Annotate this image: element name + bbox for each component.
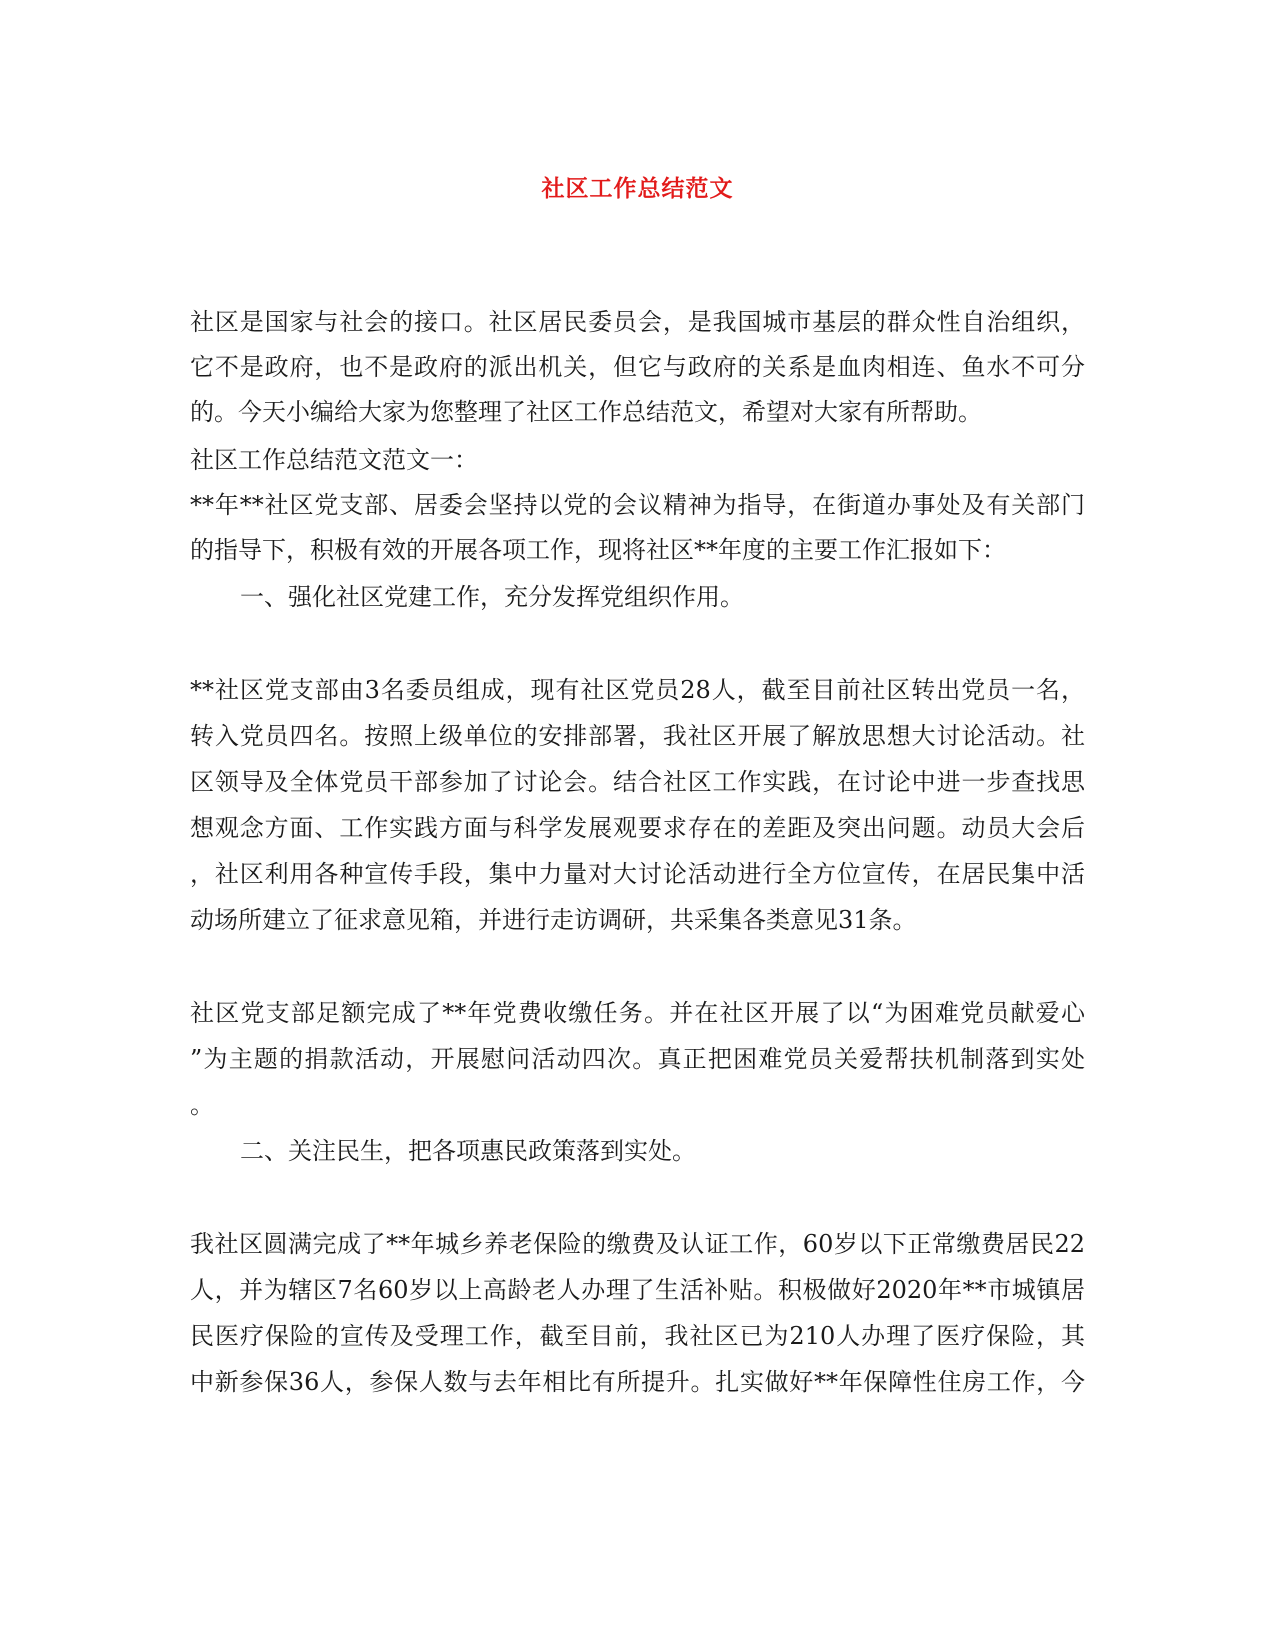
text-line: 民医疗保险的宣传及受理工作，截至目前，我社区已为210人办理了医疗保险，其 (190, 1322, 1085, 1350)
subsection-heading: 二、关注民生，把各项惠民政策落到实处。 (240, 1137, 696, 1165)
text-line: 人，并为辖区7名60岁以上高龄老人办理了生活补贴。积极做好2020年**市城镇居 (190, 1276, 1085, 1304)
text-line: 社区党支部足额完成了**年党费收缴任务。并在社区开展了以“为困难党员献爱心 (190, 999, 1085, 1027)
text-line: ，社区利用各种宣传手段，集中力量对大讨论活动进行全方位宣传，在居民集中活 (190, 860, 1085, 888)
document-title: 社区工作总结范文 (541, 175, 734, 202)
text-line: 的。今天小编给大家为您整理了社区工作总结范文，希望对大家有所帮助。 (190, 398, 982, 426)
text-line: 它不是政府，也不是政府的派出机关，但它与政府的关系是血肉相连、鱼水不可分 (190, 353, 1085, 381)
text-line: **社区党支部由3名委员组成，现有社区党员28人，截至目前社区转出党员一名， (190, 676, 1085, 704)
text-line: 转入党员四名。按照上级单位的安排部署，我社区开展了解放思想大讨论活动。社 (190, 722, 1085, 750)
section-heading: 社区工作总结范文范文一： (190, 446, 478, 474)
text-line: 。 (190, 1091, 214, 1119)
text-line: 想观念方面、工作实践方面与科学发展观要求存在的差距及突出问题。动员大会后 (190, 814, 1085, 842)
text-line: ”为主题的捐款活动，开展慰问活动四次。真正把困难党员关爱帮扶机制落到实处 (190, 1045, 1085, 1073)
text-line: **年**社区党支部、居委会坚持以党的会议精神为指导，在街道办事处及有关部门 (190, 491, 1085, 519)
text-line: 动场所建立了征求意见箱，并进行走访调研，共采集各类意见31条。 (190, 906, 917, 934)
text-line: 的指导下，积极有效的开展各项工作，现将社区**年度的主要工作汇报如下： (190, 536, 1006, 564)
text-line: 中新参保36人，参保人数与去年相比有所提升。扎实做好**年保障性住房工作，今 (190, 1368, 1085, 1396)
text-line: 社区是国家与社会的接口。社区居民委员会，是我国城市基层的群众性自治组织， (190, 308, 1085, 336)
text-line: 区领导及全体党员干部参加了讨论会。结合社区工作实践，在讨论中进一步查找思 (190, 768, 1085, 796)
text-line: 我社区圆满完成了**年城乡养老保险的缴费及认证工作，60岁以下正常缴费居民22 (190, 1230, 1085, 1258)
subsection-heading: 一、强化社区党建工作，充分发挥党组织作用。 (240, 583, 744, 611)
